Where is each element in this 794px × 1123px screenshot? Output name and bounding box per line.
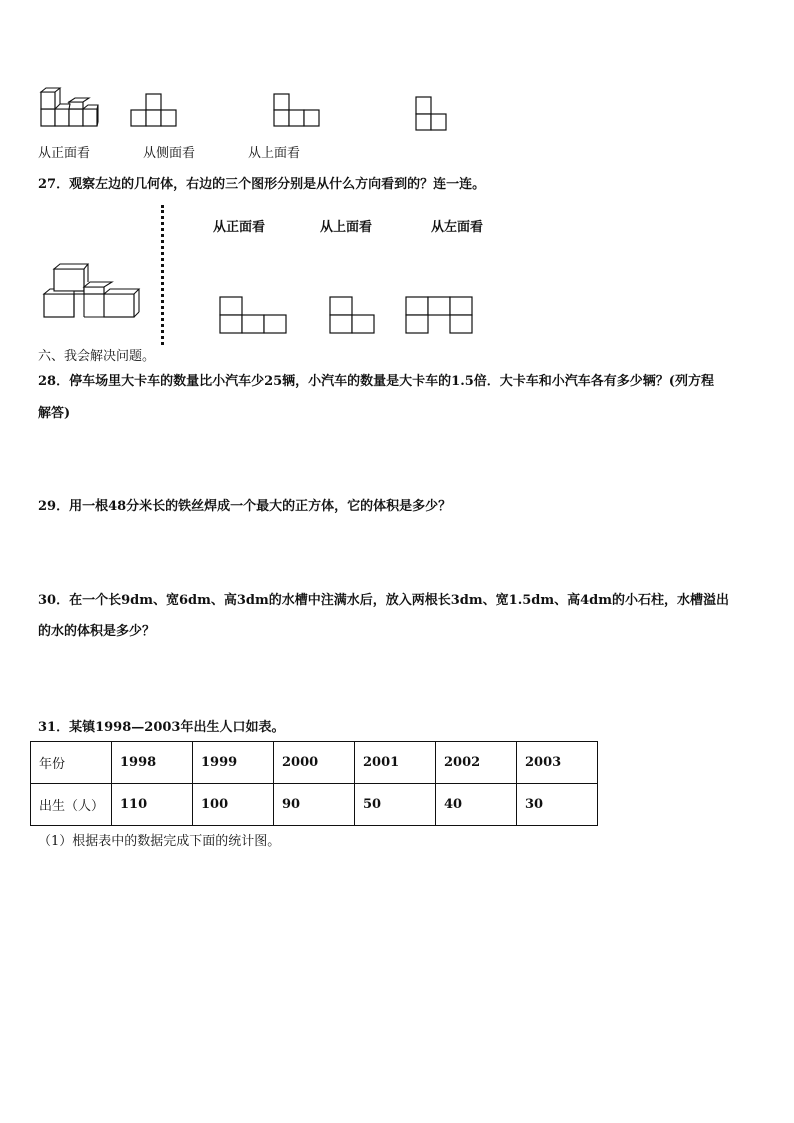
table-cell: 50	[355, 784, 436, 826]
table-cell: 2003	[517, 742, 598, 784]
table-row	[31, 784, 598, 826]
q27-header-left: 从左面看	[431, 220, 484, 235]
label-front-view: 从正面看	[38, 146, 91, 161]
birth-data-table	[30, 741, 598, 826]
q30-line2: 的水的体积是多少？	[38, 624, 156, 639]
q31-prompt: 31．某镇1998—2003年出生人口如表。	[38, 720, 285, 735]
view-shape-c	[415, 96, 449, 136]
table-cell: 100	[193, 784, 274, 826]
q31-sub1: （1）根据表中的数据完成下面的统计图。	[38, 834, 281, 849]
table-row	[31, 742, 598, 784]
table-cell: 1999	[193, 742, 274, 784]
table-cell: 30	[517, 784, 598, 826]
table-cell: 110	[112, 784, 193, 826]
q27-prompt: 27．观察左边的几何体，右边的三个图形分别是从什么方向看到的？连一连。	[38, 177, 486, 192]
table-cell: 1998	[112, 742, 193, 784]
table-header-cell: 出生（人）	[31, 784, 112, 826]
label-side-view: 从侧面看	[143, 146, 196, 161]
cube-stack-figure	[40, 88, 100, 128]
q27-header-top: 从上面看	[320, 220, 373, 235]
q28-line1: 28．停车场里大卡车的数量比小汽车少25辆，小汽车的数量是大卡车的1.5倍．大卡车和小汽车各有多少辆？(列方程	[38, 374, 714, 389]
label-top-view: 从上面看	[248, 146, 301, 161]
view-shape-b	[273, 93, 321, 129]
table-header-cell: 年份	[31, 742, 112, 784]
q27-view-shape-2	[329, 296, 377, 334]
view-shape-a	[130, 93, 178, 129]
q28-line2: 解答)	[38, 406, 71, 421]
q30-line1: 30．在一个长9dm、宽6dm、高3dm的水槽中注满水后，放入两根长3dm、宽1.5dm、高4dm的小石柱，水槽溢出	[38, 593, 730, 608]
q29-text: 29．用一根48分米长的铁丝焊成一个最大的正方体，它的体积是多少？	[38, 499, 452, 514]
table-cell: 2000	[274, 742, 355, 784]
section-title: 六、我会解决问题。	[38, 349, 156, 364]
dashed-divider	[161, 205, 164, 345]
q27-view-shape-1	[219, 296, 289, 334]
table-cell: 90	[274, 784, 355, 826]
q27-solid-figure	[42, 263, 142, 319]
q27-header-front: 从正面看	[213, 220, 266, 235]
q27-view-shape-3	[405, 296, 475, 334]
table-cell: 2002	[436, 742, 517, 784]
table-cell: 40	[436, 784, 517, 826]
table-cell: 2001	[355, 742, 436, 784]
